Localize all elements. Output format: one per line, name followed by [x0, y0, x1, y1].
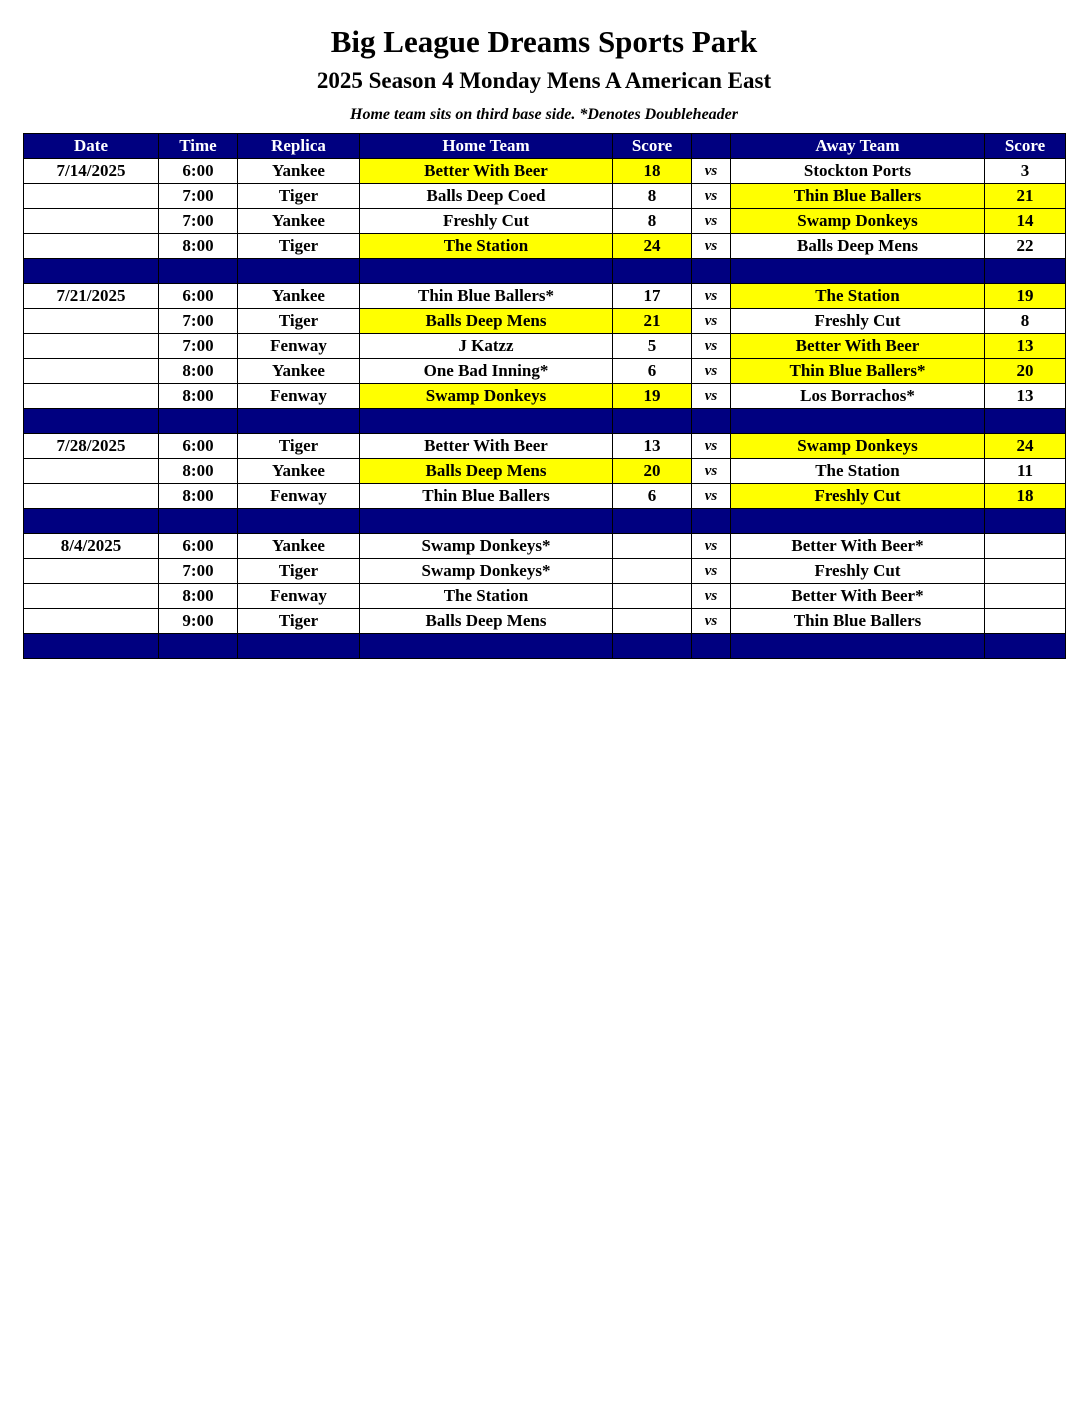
separator-cell	[692, 634, 731, 659]
replica-cell: Tiger	[238, 609, 360, 634]
separator-row	[24, 634, 1066, 659]
replica-cell: Yankee	[238, 534, 360, 559]
replica-cell: Tiger	[238, 434, 360, 459]
date-cell: 7/21/2025	[24, 284, 159, 309]
away-score-cell: 21	[985, 184, 1066, 209]
date-cell	[24, 234, 159, 259]
home-team-cell: J Katzz	[360, 334, 613, 359]
date-cell: 7/28/2025	[24, 434, 159, 459]
home-score-cell: 13	[613, 434, 692, 459]
table-row	[24, 184, 1066, 209]
home-team-cell: Balls Deep Mens	[360, 459, 613, 484]
away-score-cell: 8	[985, 309, 1066, 334]
away-score-cell: 13	[985, 334, 1066, 359]
home-team-cell: One Bad Inning*	[360, 359, 613, 384]
date-cell	[24, 609, 159, 634]
home-team-cell: Swamp Donkeys*	[360, 534, 613, 559]
home-team-cell: Thin Blue Ballers*	[360, 284, 613, 309]
home-score-cell: 8	[613, 184, 692, 209]
table-row	[24, 534, 1066, 559]
separator-row	[24, 409, 1066, 434]
date-cell: 8/4/2025	[24, 534, 159, 559]
away-team-cell: The Station	[731, 284, 985, 309]
away-score-cell: 13	[985, 384, 1066, 409]
vs-cell: vs	[692, 359, 731, 384]
column-header-away-score: Score	[985, 134, 1066, 159]
replica-cell: Yankee	[238, 284, 360, 309]
home-team-cell: Freshly Cut	[360, 209, 613, 234]
date-cell	[24, 184, 159, 209]
separator-cell	[24, 509, 159, 534]
time-cell: 6:00	[159, 434, 238, 459]
away-score-cell	[985, 609, 1066, 634]
vs-cell: vs	[692, 234, 731, 259]
vs-cell: vs	[692, 459, 731, 484]
separator-cell	[238, 634, 360, 659]
separator-cell	[731, 259, 985, 284]
vs-cell: vs	[692, 209, 731, 234]
away-score-cell	[985, 534, 1066, 559]
date-cell	[24, 209, 159, 234]
separator-cell	[985, 259, 1066, 284]
time-cell: 8:00	[159, 584, 238, 609]
separator-cell	[985, 409, 1066, 434]
separator-cell	[238, 409, 360, 434]
date-cell	[24, 459, 159, 484]
replica-cell: Yankee	[238, 459, 360, 484]
vs-cell: vs	[692, 609, 731, 634]
home-score-cell: 18	[613, 159, 692, 184]
separator-cell	[731, 634, 985, 659]
separator-cell	[360, 259, 613, 284]
away-score-cell	[985, 559, 1066, 584]
date-cell	[24, 309, 159, 334]
away-score-cell: 3	[985, 159, 1066, 184]
separator-cell	[731, 409, 985, 434]
column-header-away-team: Away Team	[731, 134, 985, 159]
replica-cell: Tiger	[238, 234, 360, 259]
home-score-cell: 5	[613, 334, 692, 359]
away-team-cell: Swamp Donkeys	[731, 434, 985, 459]
separator-cell	[24, 634, 159, 659]
date-cell	[24, 359, 159, 384]
time-cell: 7:00	[159, 309, 238, 334]
time-cell: 7:00	[159, 209, 238, 234]
schedule-body	[24, 159, 1066, 659]
away-score-cell	[985, 584, 1066, 609]
vs-cell: vs	[692, 484, 731, 509]
home-score-cell	[613, 584, 692, 609]
vs-cell: vs	[692, 284, 731, 309]
column-header-home-team: Home Team	[360, 134, 613, 159]
separator-cell	[692, 409, 731, 434]
separator-row	[24, 259, 1066, 284]
vs-cell: vs	[692, 384, 731, 409]
replica-cell: Fenway	[238, 334, 360, 359]
table-row	[24, 209, 1066, 234]
home-score-cell: 17	[613, 284, 692, 309]
home-score-cell: 6	[613, 484, 692, 509]
table-row	[24, 359, 1066, 384]
away-team-cell: Thin Blue Ballers	[731, 609, 985, 634]
home-team-cell: Balls Deep Mens	[360, 309, 613, 334]
home-team-cell: The Station	[360, 584, 613, 609]
separator-cell	[360, 409, 613, 434]
time-cell: 8:00	[159, 484, 238, 509]
separator-cell	[238, 259, 360, 284]
time-cell: 7:00	[159, 184, 238, 209]
away-score-cell: 24	[985, 434, 1066, 459]
vs-cell: vs	[692, 184, 731, 209]
separator-cell	[985, 634, 1066, 659]
time-cell: 8:00	[159, 234, 238, 259]
home-score-cell: 20	[613, 459, 692, 484]
home-score-cell: 6	[613, 359, 692, 384]
date-cell	[24, 484, 159, 509]
column-header-time: Time	[159, 134, 238, 159]
separator-row	[24, 509, 1066, 534]
separator-cell	[159, 509, 238, 534]
replica-cell: Yankee	[238, 209, 360, 234]
home-team-cell: Balls Deep Coed	[360, 184, 613, 209]
away-team-cell: Freshly Cut	[731, 484, 985, 509]
away-score-cell: 14	[985, 209, 1066, 234]
table-row	[24, 384, 1066, 409]
table-row	[24, 284, 1066, 309]
away-score-cell: 18	[985, 484, 1066, 509]
table-row	[24, 309, 1066, 334]
time-cell: 6:00	[159, 534, 238, 559]
date-cell	[24, 334, 159, 359]
separator-cell	[24, 409, 159, 434]
time-cell: 8:00	[159, 459, 238, 484]
column-header-vs	[692, 134, 731, 159]
replica-cell: Fenway	[238, 384, 360, 409]
home-score-cell	[613, 559, 692, 584]
table-row	[24, 609, 1066, 634]
away-team-cell: Better With Beer*	[731, 534, 985, 559]
table-row	[24, 584, 1066, 609]
separator-cell	[159, 634, 238, 659]
home-team-cell: Swamp Donkeys*	[360, 559, 613, 584]
replica-cell: Yankee	[238, 359, 360, 384]
home-team-cell: Thin Blue Ballers	[360, 484, 613, 509]
replica-cell: Tiger	[238, 559, 360, 584]
separator-cell	[360, 509, 613, 534]
home-score-cell: 8	[613, 209, 692, 234]
away-team-cell: Freshly Cut	[731, 309, 985, 334]
home-team-cell: The Station	[360, 234, 613, 259]
vs-cell: vs	[692, 584, 731, 609]
replica-cell: Tiger	[238, 184, 360, 209]
away-team-cell: Swamp Donkeys	[731, 209, 985, 234]
home-team-cell: Better With Beer	[360, 434, 613, 459]
home-team-cell: Better With Beer	[360, 159, 613, 184]
away-team-cell: Freshly Cut	[731, 559, 985, 584]
date-cell: 7/14/2025	[24, 159, 159, 184]
page-title: Big League Dreams Sports Park	[330, 24, 758, 59]
separator-cell	[238, 509, 360, 534]
separator-cell	[613, 259, 692, 284]
away-team-cell: Thin Blue Ballers*	[731, 359, 985, 384]
away-team-cell: Thin Blue Ballers	[731, 184, 985, 209]
date-cell	[24, 384, 159, 409]
separator-cell	[731, 509, 985, 534]
column-header-home-score: Score	[613, 134, 692, 159]
replica-cell: Tiger	[238, 309, 360, 334]
vs-cell: vs	[692, 534, 731, 559]
home-score-cell: 24	[613, 234, 692, 259]
away-score-cell: 22	[985, 234, 1066, 259]
home-score-cell: 21	[613, 309, 692, 334]
date-cell	[24, 584, 159, 609]
away-team-cell: Balls Deep Mens	[731, 234, 985, 259]
away-team-cell: Stockton Ports	[731, 159, 985, 184]
table-row	[24, 459, 1066, 484]
away-score-cell: 11	[985, 459, 1066, 484]
vs-cell: vs	[692, 334, 731, 359]
column-header-date: Date	[24, 134, 159, 159]
table-row	[24, 234, 1066, 259]
vs-cell: vs	[692, 559, 731, 584]
time-cell: 9:00	[159, 609, 238, 634]
page-note: Home team sits on third base side. *Denotes Doubleheader	[350, 106, 738, 123]
table-row	[24, 484, 1066, 509]
away-team-cell: Better With Beer*	[731, 584, 985, 609]
vs-cell: vs	[692, 159, 731, 184]
time-cell: 8:00	[159, 384, 238, 409]
table-header-row	[24, 134, 1066, 159]
replica-cell: Fenway	[238, 484, 360, 509]
time-cell: 6:00	[159, 159, 238, 184]
table-row	[24, 159, 1066, 184]
time-cell: 7:00	[159, 334, 238, 359]
time-cell: 7:00	[159, 559, 238, 584]
separator-cell	[692, 259, 731, 284]
separator-cell	[613, 634, 692, 659]
table-row	[24, 559, 1066, 584]
home-score-cell	[613, 609, 692, 634]
vs-cell: vs	[692, 309, 731, 334]
replica-cell: Yankee	[238, 159, 360, 184]
replica-cell: Fenway	[238, 584, 360, 609]
separator-cell	[613, 409, 692, 434]
home-team-cell: Balls Deep Mens	[360, 609, 613, 634]
separator-cell	[692, 509, 731, 534]
away-score-cell: 20	[985, 359, 1066, 384]
home-score-cell	[613, 534, 692, 559]
column-header-replica: Replica	[238, 134, 360, 159]
separator-cell	[985, 509, 1066, 534]
table-row	[24, 334, 1066, 359]
table-row	[24, 434, 1066, 459]
separator-cell	[159, 259, 238, 284]
home-team-cell: Swamp Donkeys	[360, 384, 613, 409]
away-score-cell: 19	[985, 284, 1066, 309]
home-score-cell: 19	[613, 384, 692, 409]
schedule-table	[23, 133, 1066, 659]
page-subtitle: 2025 Season 4 Monday Mens A American East	[316, 68, 772, 93]
date-cell	[24, 559, 159, 584]
away-team-cell: The Station	[731, 459, 985, 484]
time-cell: 6:00	[159, 284, 238, 309]
separator-cell	[360, 634, 613, 659]
time-cell: 8:00	[159, 359, 238, 384]
away-team-cell: Better With Beer	[731, 334, 985, 359]
away-team-cell: Los Borrachos*	[731, 384, 985, 409]
separator-cell	[24, 259, 159, 284]
separator-cell	[159, 409, 238, 434]
separator-cell	[613, 509, 692, 534]
vs-cell: vs	[692, 434, 731, 459]
